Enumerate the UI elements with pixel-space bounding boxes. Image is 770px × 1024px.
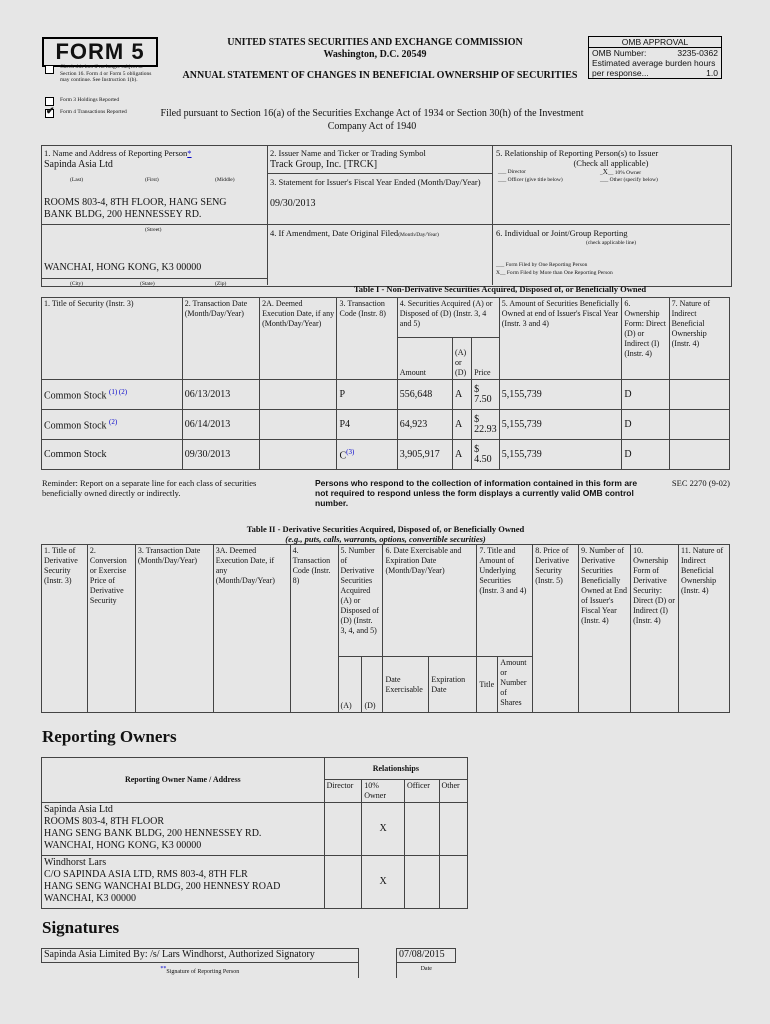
state-caption: (State)	[140, 281, 155, 287]
box4-label: 4. If Amendment, Date Original Filed(Month/Day/Year)	[270, 228, 439, 238]
t1-h-ownership: 6. Ownership Form: Direct (D) or Indirect (I) (Instr. 4)	[622, 298, 669, 380]
footnote-link[interactable]: (1) (2)	[109, 388, 128, 397]
city-caption: (City)	[70, 281, 84, 287]
t1-h-title: 1. Title of Security (Instr. 3)	[42, 298, 183, 380]
sec-form-number: SEC 2270 (9-02)	[671, 478, 730, 488]
box1-label: 1. Name and Address of Reporting Person*	[44, 148, 192, 158]
reporting-owners-title: Reporting Owners	[42, 727, 177, 746]
t2-h-underlying: 7. Title and Amount of Underlying Securities (Instr. 3 and 4)	[477, 545, 533, 657]
zip-caption: (Zip)	[215, 281, 227, 287]
t2-h-title: 1. Title of Derivative Security (Instr. 3)	[42, 545, 88, 713]
table-row: Common Stock 09/30/2013 $C^{(3)}$ 3,905,917 A $ 4.50 5,155,739 D	[42, 440, 730, 470]
t2-h-date: 3. Transaction Date (Month/Day/Year)	[135, 545, 213, 713]
reporting-person-name: Sapinda Asia Ltd	[44, 159, 113, 170]
t2-h-date-exercisable: Date Exercisable	[383, 657, 429, 713]
reporting-owners-table	[41, 757, 468, 909]
t1-h-owned: 5. Amount of Securities Beneficially Owned at end of Issuer's Fiscal Year (Instr. 3 and 4)	[499, 298, 622, 380]
t2-h-conversion: 2. Conversion or Exercise Price of Derivative Security	[87, 545, 135, 713]
form3-holdings-checkbox[interactable]	[45, 97, 54, 106]
t2-h-price: 8. Price of Derivative Security (Instr. 5)	[533, 545, 579, 713]
first-name-caption: (First)	[145, 177, 159, 183]
footnote-link[interactable]: **	[160, 966, 167, 972]
table-row: Sapinda Asia Ltd ROOMS 803-4, 8TH FLOOR HANG SENG BANK BLDG, 200 HENNESSEY RD. WANCHAI, HONG KONG, K3 00000 X	[42, 803, 468, 856]
agency-name: UNITED STATES SECURITIES AND EXCHANGE COMMISSION	[227, 37, 523, 48]
t1-h-nature: 7. Nature of Indirect Beneficial Ownership (Instr. 4)	[669, 298, 729, 380]
multiple-persons-option[interactable]: X__ Form Filed by More than One Reporting Person	[496, 270, 613, 276]
checkmark-icon: ✔	[46, 106, 55, 117]
t1-h-ad: (A) or (D)	[453, 338, 472, 380]
table2-title: Table II - Derivative Securities Acquired, Disposed of, or Beneficially Owned	[246, 524, 525, 534]
ten-percent-owner-mark: X	[602, 168, 608, 176]
last-name-caption: (Last)	[70, 177, 84, 183]
t2-h-expiration: Expiration Date	[429, 657, 477, 713]
filed-pursuant-text: Filed pursuant to Section 16(a) of the Securities Exchange Act of 1934 or Section 30(h) of the Investment Company Act of 1940	[160, 108, 584, 132]
t2-h-owned: 9. Number of Derivative Securities Beneficially Owned at End of Issuer's Fiscal Year (Instr. 4)	[579, 545, 631, 713]
t2-h-deemed: 3A. Deemed Execution Date, if any (Month/Day/Year)	[213, 545, 290, 713]
box6-label: 6. Individual or Joint/Group Reporting	[496, 228, 628, 238]
table-row: Windhorst Lars C/O SAPINDA ASIA LTD, RMS 803-4, 8TH FLR HANG SENG WANCHAI BLDG, 200 HENNESY ROAD WANCHAI, K3 00000 X	[42, 856, 468, 909]
t2-h-d: (D)	[362, 657, 383, 713]
owner-name-header: Reporting Owner Name / Address	[42, 758, 325, 803]
form-label: FORM 5	[42, 37, 158, 67]
other-col: Other	[439, 780, 468, 803]
officer-col: Officer	[404, 780, 439, 803]
address-line1: ROOMS 803-4, 8TH FLOOR, HANG SENG	[44, 197, 227, 208]
table-row: Common Stock $^{(2)}$ 06/14/2013 P4 64,923 A $ 22.93 5,155,739 D	[42, 410, 730, 440]
one-person-option: ___ Form Filed by One Reporting Person	[496, 262, 588, 268]
director-col: Director	[324, 780, 362, 803]
table1-title: Table I - Non-Derivative Securities Acquired, Disposed of, or Beneficially Owned	[353, 284, 647, 294]
no-longer-subject-text: Check this box if no longer subject to Section 16. Form 4 or Form 5 obligations may continue. See Instruction 1(b).	[60, 64, 152, 83]
signature-caption: Signature of Reporting Person	[166, 969, 240, 975]
t1-h-amount: Amount	[397, 338, 452, 380]
fiscal-year-end: 09/30/2013	[270, 198, 316, 209]
omb-notice: Persons who respond to the collection of information contained in this form are not required to respond unless the form displays a currently valid OMB control number.	[315, 478, 638, 508]
signature-table	[41, 948, 456, 978]
t1-h-price: Price	[472, 338, 500, 380]
omb-title: OMB APPROVAL	[589, 37, 721, 48]
date-caption: Date	[397, 963, 456, 979]
ten-percent-owner-col: 10% Owner	[362, 780, 405, 803]
officer-option: ___ Officer (give title below)	[498, 177, 563, 183]
t1-h-date: 2. Transaction Date (Month/Day/Year)	[182, 298, 259, 380]
t2-h-ownership: 10. Ownership Form of Derivative Security: Direct (D) or Indirect (I) (Instr. 4)	[631, 545, 679, 713]
t2-h-a: (A)	[338, 657, 362, 713]
other-option: ___ Other (specify below)	[600, 177, 658, 183]
box2-label: 2. Issuer Name and Ticker or Trading Symbol	[270, 148, 426, 158]
footnote-link[interactable]: (3)	[346, 448, 355, 457]
table2-derivative	[41, 544, 730, 713]
t1-h-acquired: 4. Securities Acquired (A) or Disposed of (D) (Instr. 3, 4 and 5)	[397, 298, 499, 338]
t2-h-number: 5. Number of Derivative Securities Acquired (A) or Disposed of (D) (Instr. 3, 4, and 5)	[338, 545, 383, 657]
issuer-name: Track Group, Inc. [TRCK]	[270, 159, 378, 170]
signature-date: 07/08/2015	[397, 949, 456, 963]
t2-h-code: 4. Transaction Code (Instr. 8)	[290, 545, 338, 713]
director-option: ___ Director	[498, 169, 526, 175]
t2-h-amount-shares: Amount or Number of Shares	[498, 657, 533, 713]
footnote-link[interactable]: *	[187, 148, 192, 158]
table-row: Common Stock $^{(1) (2)}$ 06/13/2013 P 556,648 A $ 7.50 5,155,739 D	[42, 380, 730, 410]
t2-h-title-sub: Title	[477, 657, 498, 713]
form4-transactions-text: Form 4 Transactions Reported	[60, 109, 127, 115]
middle-name-caption: (Middle)	[215, 177, 235, 183]
t2-h-exercise: 6. Date Exercisable and Expiration Date (Month/Day/Year)	[383, 545, 477, 657]
street-caption: (Street)	[145, 227, 162, 233]
statement-title: ANNUAL STATEMENT OF CHANGES IN BENEFICIAL OWNERSHIP OF SECURITIES	[182, 70, 578, 81]
omb-approval-box	[588, 36, 722, 79]
t1-h-deemed: 2A. Deemed Execution Date, if any (Month/Day/Year)	[260, 298, 337, 380]
table1-non-derivative	[41, 297, 730, 470]
address-line2: BANK BLDG, 200 HENNESSEY RD.	[44, 209, 202, 220]
form3-holdings-text: Form 3 Holdings Reported	[60, 97, 120, 103]
omb-number-label: OMB Number:	[592, 48, 647, 58]
signature-value: Sapinda Asia Limited By: /s/ Lars Windhorst, Authorized Signatory	[42, 949, 359, 963]
city-line: WANCHAI, HONG KONG, K3 00000	[44, 262, 202, 273]
omb-number-value: 3235-0362	[677, 48, 718, 58]
multiple-persons-mark: X	[496, 270, 500, 276]
omb-burden-value: 1.0	[706, 68, 718, 78]
box3-label: 3. Statement for Issuer's Fiscal Year Ended (Month/Day/Year)	[270, 177, 481, 187]
box6-sub: (check applicable line)	[585, 240, 637, 246]
footnote-link[interactable]: (2)	[109, 418, 118, 427]
box5-label: 5. Relationship of Reporting Person(s) to Issuer	[496, 148, 659, 158]
t2-h-nature: 11. Nature of Indirect Beneficial Ownership (Instr. 4)	[679, 545, 730, 713]
no-longer-subject-checkbox[interactable]	[45, 65, 54, 74]
signatures-title: Signatures	[42, 918, 120, 937]
reminder-text: Reminder: Report on a separate line for each class of securities beneficially owned directly or indirectly.	[42, 478, 257, 498]
table2-subtitle: (e.g., puts, calls, warrants, options, convertible securities)	[285, 534, 486, 544]
agency-address: Washington, D.C. 20549	[323, 49, 427, 60]
omb-burden-label: Estimated average burden hours per response...	[592, 58, 716, 78]
ten-percent-owner-option[interactable]: _X__ 10% Owner	[600, 168, 642, 176]
form4-transactions-checkbox[interactable]	[45, 106, 55, 118]
relationships-header: Relationships	[324, 758, 467, 780]
t1-h-code: 3. Transaction Code (Instr. 8)	[337, 298, 397, 380]
box5-sub: (Check all applicable)	[573, 158, 649, 168]
